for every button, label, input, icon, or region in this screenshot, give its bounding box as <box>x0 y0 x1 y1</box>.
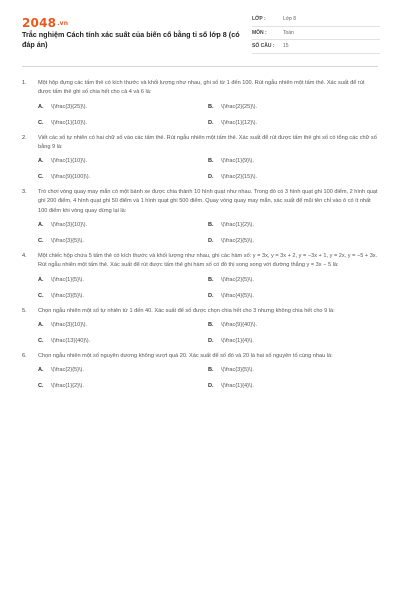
question-number: 4. <box>22 253 27 260</box>
question-5 <box>22 307 378 345</box>
answer-option[interactable] <box>38 221 208 229</box>
page-title: Trắc nghiệm Cách tính xác suất của biến cố bằng tỉ số lớp 8 (có đáp án) <box>22 30 240 49</box>
question-text-row <box>22 79 378 98</box>
option-label: D. <box>208 337 214 344</box>
question-number: 6. <box>22 352 27 359</box>
answer-option[interactable] <box>38 103 208 111</box>
question-text-row <box>22 252 378 271</box>
option-label: A. <box>38 321 44 328</box>
option-text: \(\frac{1}{4}\). <box>221 383 254 390</box>
option-label: D. <box>208 119 214 126</box>
question-text: Một hộp đựng các tấm thẻ có kích thước và khối lượng như nhau, ghi số từ 1 đến 100. Rút ngẫu nhiên một tấm thẻ. Xác suất để rút được tấm thẻ ghi số chia hết cho cả 4 và 6 là: <box>38 80 365 96</box>
answer-option[interactable] <box>208 103 378 111</box>
option-label: B. <box>208 276 214 283</box>
option-text: \(\frac{9}{40}\). <box>221 321 258 328</box>
question-2 <box>22 134 378 182</box>
answer-option[interactable] <box>208 221 378 229</box>
answer-option[interactable] <box>208 382 378 390</box>
answer-options <box>22 157 378 181</box>
meta-table <box>252 13 380 54</box>
meta-value: Lớp 8 <box>283 16 297 23</box>
option-label: C. <box>38 238 44 245</box>
option-label: D. <box>208 174 214 181</box>
option-text: \(\frac{9}{100}\). <box>51 174 91 181</box>
option-text: \(\frac{3}{10}\). <box>51 321 88 328</box>
answer-options <box>22 366 378 390</box>
option-label: C. <box>38 337 44 344</box>
answer-option[interactable] <box>38 337 208 345</box>
option-label: B. <box>208 321 214 328</box>
option-text: \(\frac{2}{15}\). <box>221 174 258 181</box>
answer-option[interactable] <box>208 157 378 165</box>
question-3 <box>22 188 378 245</box>
option-text: \(\frac{3}{25}\). <box>51 103 88 110</box>
question-list <box>22 79 378 397</box>
meta-key: LỚP : <box>252 16 266 23</box>
option-text: \(\frac{13}{40}\). <box>51 337 91 344</box>
answer-option[interactable] <box>38 173 208 181</box>
option-text: \(\frac{2}{5}\). <box>221 238 254 245</box>
option-text: \(\frac{1}{10}\). <box>51 158 88 165</box>
answer-option[interactable] <box>38 237 208 245</box>
option-label: C. <box>38 119 44 126</box>
meta-value: 15 <box>283 43 289 50</box>
answer-option[interactable] <box>38 321 208 329</box>
answer-options <box>22 103 378 127</box>
meta-row-grade <box>252 13 380 27</box>
answer-option[interactable] <box>208 173 378 181</box>
meta-row-subject <box>252 27 380 41</box>
option-label: A. <box>38 158 44 165</box>
question-4 <box>22 252 378 300</box>
answer-option[interactable] <box>38 292 208 300</box>
option-text: \(\frac{1}{5}\). <box>51 276 84 283</box>
option-text: \(\frac{3}{10}\). <box>51 222 88 229</box>
question-number: 5. <box>22 307 27 314</box>
site-logo[interactable] <box>22 16 68 30</box>
answer-option[interactable] <box>38 119 208 127</box>
answer-options <box>22 276 378 300</box>
question-text-row <box>22 188 378 216</box>
answer-options <box>22 221 378 245</box>
option-label: D. <box>208 292 214 299</box>
option-text: \(\frac{1}{4}\). <box>221 337 254 344</box>
answer-option[interactable] <box>38 276 208 284</box>
answer-option[interactable] <box>208 276 378 284</box>
option-text: \(\frac{1}{2}\). <box>51 383 84 390</box>
question-text: Trò chơi vòng quay may mắn có một bánh xe được chia thành 10 hình quạt như nhau. Trong đó có 3 hình quạt ghi 100 điểm, 2 hình quạt ghi 200 điểm, 4 hình quạt ghi 50 điểm và 1 hình quạt ghi 500 điểm. Quay vòng quay may mắn, xác suất để mũi tên chỉ vào ô có ít nhất 100 điểm khi vòng quay dừng lại là: <box>38 189 378 214</box>
option-text: \(\frac{2}{5}\). <box>221 276 254 283</box>
meta-row-question-count <box>252 40 380 54</box>
option-label: A. <box>38 276 44 283</box>
option-text: \(\frac{4}{5}\). <box>221 292 254 299</box>
answer-option[interactable] <box>38 382 208 390</box>
meta-value: Toán <box>283 29 294 36</box>
option-text: \(\frac{3}{5}\). <box>51 292 84 299</box>
answer-option[interactable] <box>208 366 378 374</box>
logo-suffix: .vn <box>57 20 69 27</box>
option-text: \(\frac{2}{25}\). <box>221 103 258 110</box>
option-text: \(\frac{1}{9}\). <box>221 158 254 165</box>
question-text: Chọn ngẫu nhiên một số tự nhiên từ 1 đến 40. Xác suất để số được chọn chia hết cho 3 nhưng không chia hết cho 9 là: <box>38 307 335 314</box>
option-text: \(\frac{3}{5}\). <box>221 367 254 374</box>
question-text-row <box>22 307 378 316</box>
question-number: 1. <box>22 80 27 86</box>
question-number: 2. <box>22 134 27 141</box>
option-label: D. <box>208 238 214 245</box>
meta-key: SỐ CÂU : <box>252 43 275 50</box>
header-divider <box>22 66 378 67</box>
question-1 <box>22 79 378 127</box>
question-text: Viết các số tự nhiên có hai chữ số vào các tấm thẻ. Rút ngẫu nhiên một tấm thẻ. Xác suất để rút được tấm thẻ ghi số có tổng các chữ số bằng 9 là: <box>38 134 377 150</box>
question-6 <box>22 352 378 390</box>
meta-key: MÔN : <box>252 29 267 36</box>
option-text: \(\frac{1}{12}\). <box>221 119 258 126</box>
answer-option[interactable] <box>208 119 378 127</box>
question-text: Chọn ngẫu nhiên một số nguyên dương không vượt quá 20. Xác suất để số đó và 20 là hai số nguyên tố cùng nhau là: <box>38 352 333 359</box>
option-label: C. <box>38 292 44 299</box>
option-label: C. <box>38 383 44 390</box>
answer-options <box>22 321 378 345</box>
option-label: C. <box>38 174 44 181</box>
option-label: B. <box>208 367 214 374</box>
option-text: \(\frac{2}{5}\). <box>51 367 84 374</box>
answer-option[interactable] <box>38 366 208 374</box>
answer-option[interactable] <box>38 157 208 165</box>
logo-text: 2048 <box>22 16 57 30</box>
option-label: A. <box>38 367 44 374</box>
option-label: B. <box>208 103 214 110</box>
question-text-row <box>22 352 378 361</box>
option-label: A. <box>38 103 44 110</box>
answer-option[interactable] <box>208 292 378 300</box>
answer-option[interactable] <box>208 321 378 329</box>
answer-option[interactable] <box>208 237 378 245</box>
question-text-row <box>22 134 378 153</box>
option-label: B. <box>208 158 214 165</box>
question-number: 3. <box>22 189 27 196</box>
option-text: \(\frac{1}{10}\). <box>51 119 88 126</box>
option-label: B. <box>208 222 214 229</box>
option-label: A. <box>38 222 44 229</box>
document-header <box>0 0 400 62</box>
answer-option[interactable] <box>208 337 378 345</box>
option-label: D. <box>208 383 214 390</box>
option-text: \(\frac{1}{2}\). <box>221 222 254 229</box>
option-text: \(\frac{3}{5}\). <box>51 238 84 245</box>
question-text: Một chiếc hộp chứa 5 tấm thẻ có kích thước và khối lượng như nhau, ghi các hàm số: y = 3x, y = 3x + 2, y = −3x + 1, y = 2x, y = −5 + 3x. Rút ngẫu nhiên một tấm thẻ. Xác suất để rút được tấm thẻ ghi hàm số có đồ thị song song với đường thẳng y = 3x − 5 là: <box>38 253 378 269</box>
